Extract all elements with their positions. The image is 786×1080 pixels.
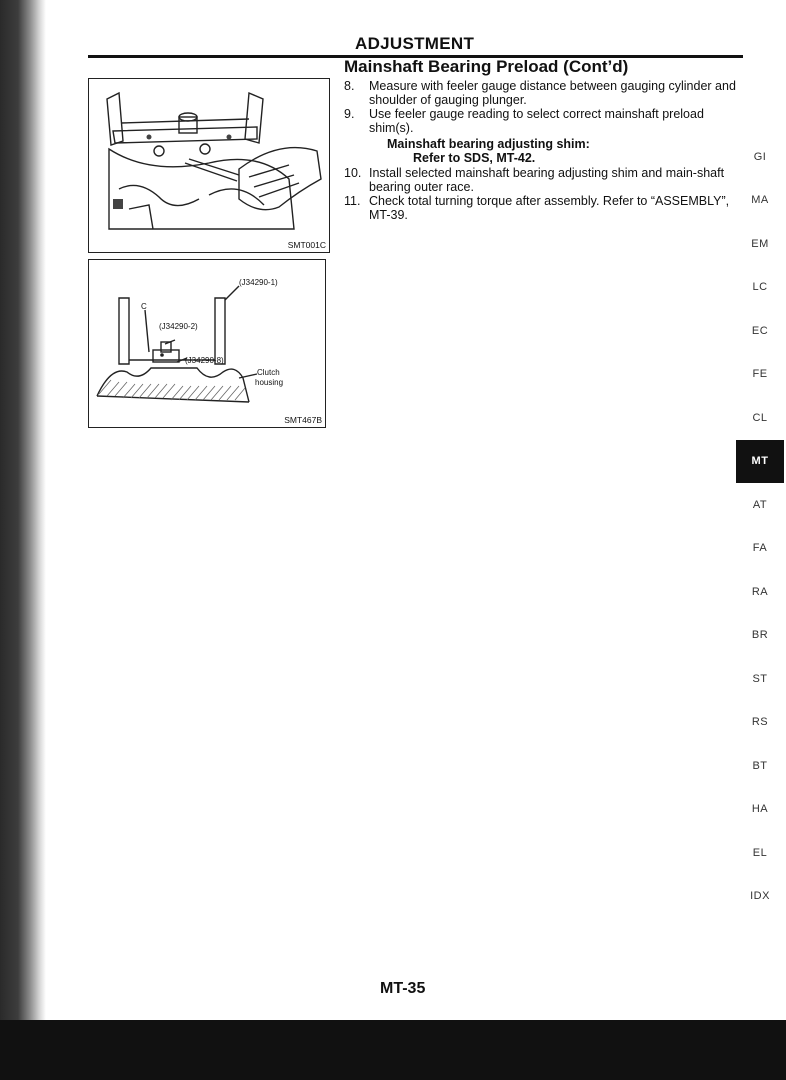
figure-gauge-measurement bbox=[88, 78, 330, 253]
tab-ec[interactable]: EC bbox=[751, 324, 769, 337]
callout-j34290-1: (J34290-1) bbox=[239, 278, 278, 287]
figure-id-label: SMT467B bbox=[284, 415, 322, 425]
binding-shadow bbox=[0, 0, 46, 1020]
tab-ma[interactable]: MA bbox=[751, 194, 769, 207]
figure-gauge-diagram bbox=[88, 259, 326, 428]
figure-id-label: SMT001C bbox=[287, 240, 326, 250]
scan-bottom-band bbox=[0, 1020, 786, 1080]
tab-idx[interactable]: IDX bbox=[750, 890, 770, 903]
tab-em[interactable]: EM bbox=[751, 237, 769, 250]
page-number: MT-35 bbox=[380, 980, 426, 997]
callout-j34290-2: (J34290-2) bbox=[159, 322, 198, 331]
step-number: 8. bbox=[344, 79, 355, 93]
tab-gi[interactable]: GI bbox=[753, 150, 767, 163]
tab-br[interactable]: BR bbox=[751, 629, 769, 642]
step-item bbox=[344, 79, 744, 107]
step-item bbox=[344, 194, 744, 222]
tab-fa[interactable]: FA bbox=[752, 542, 768, 555]
step-text: Measure with feeler gauge distance between gauging cylinder and shoulder of gauging plunger. bbox=[369, 79, 736, 107]
tab-fe[interactable]: FE bbox=[752, 368, 768, 381]
tab-el[interactable]: EL bbox=[752, 846, 768, 859]
gauge-measurement-illustration bbox=[89, 79, 329, 252]
tab-cl[interactable]: CL bbox=[752, 411, 768, 424]
callout-housing: housing bbox=[255, 378, 284, 387]
tab-at[interactable]: AT bbox=[752, 498, 768, 511]
gauge-diagram-illustration bbox=[89, 260, 325, 427]
step-item bbox=[344, 107, 744, 135]
tab-bt[interactable]: BT bbox=[752, 759, 768, 772]
shim-note-label: Mainshaft bearing adjusting shim: bbox=[387, 137, 590, 151]
step-text: Install selected mainshaft bearing adjusting shim and main-shaft bearing outer race. bbox=[369, 166, 725, 194]
tab-rs[interactable]: RS bbox=[751, 716, 769, 729]
step-text: Check total turning torque after assembly. Refer to “ASSEMBLY”, MT-39. bbox=[369, 194, 730, 222]
step-number: 11. bbox=[344, 194, 361, 208]
shim-note bbox=[387, 137, 590, 165]
tab-ra[interactable]: RA bbox=[751, 585, 769, 598]
callout-c: C bbox=[141, 302, 147, 311]
step-item bbox=[344, 166, 744, 194]
shim-note-reference: Refer to SDS, MT-42. bbox=[413, 151, 536, 165]
section-heading: ADJUSTMENT bbox=[355, 34, 475, 53]
tab-st[interactable]: ST bbox=[752, 672, 768, 685]
section-index-tabs bbox=[736, 135, 784, 918]
callout-j34290-8: (J34290-8) bbox=[185, 356, 224, 365]
step-text: Use feeler gauge reading to select correct mainshaft preload shim(s). bbox=[369, 107, 704, 135]
tab-mt[interactable]: MT bbox=[736, 440, 784, 484]
callout-clutch: Clutch bbox=[257, 368, 280, 377]
tab-ha[interactable]: HA bbox=[751, 803, 769, 816]
step-number: 9. bbox=[344, 107, 355, 121]
tab-lc[interactable]: LC bbox=[752, 281, 768, 294]
step-number: 10. bbox=[344, 166, 362, 180]
page-title: Mainshaft Bearing Preload (Cont’d) bbox=[344, 57, 629, 76]
